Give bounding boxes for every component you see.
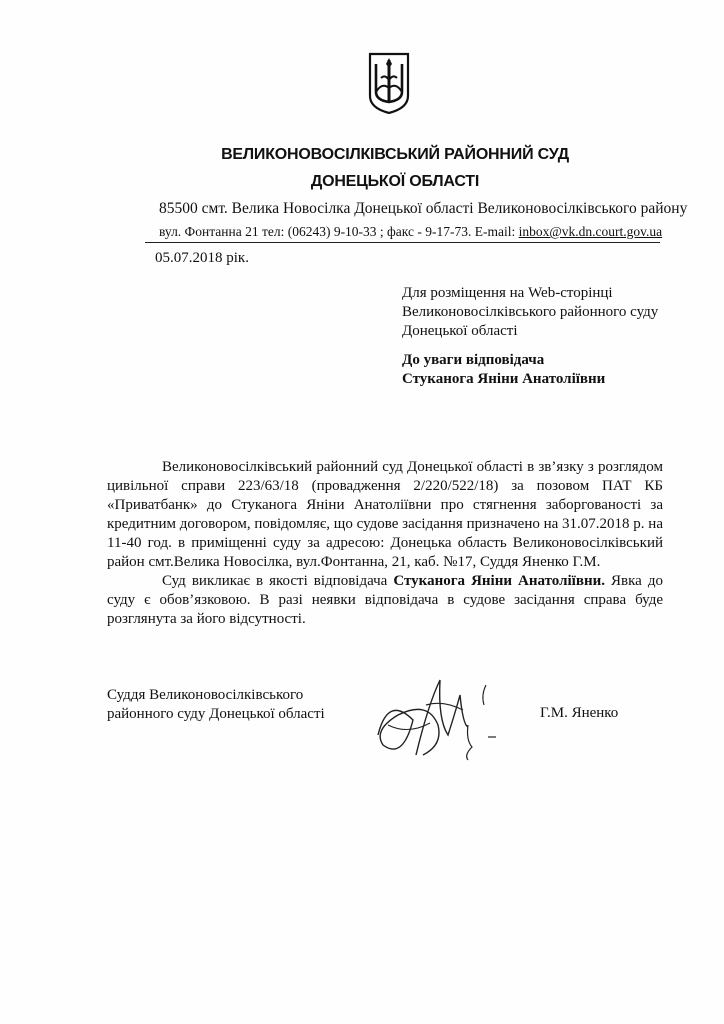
defendant-name: Стуканога Яніни Анатоліївни. <box>393 573 605 589</box>
document-date: 05.07.2018 рік. <box>155 250 249 266</box>
court-name-line1: ВЕЛИКОНОВОСІЛКІВСЬКИЙ РАЙОННИЙ СУД <box>221 146 569 163</box>
addressee-heading: До уваги відповідача <box>402 352 545 368</box>
judge-title-line: районного суду Донецької області <box>107 706 325 722</box>
handwritten-signature-icon <box>368 665 508 775</box>
placement-line: Для розміщення на Web-сторінці <box>402 285 613 301</box>
court-name-line2: ДОНЕЦЬКОЇ ОБЛАСТІ <box>310 173 480 190</box>
judge-title-line: Суддя Великоновосілківського <box>107 687 304 703</box>
placement-line: Великоновосілківського районного суду <box>402 304 659 320</box>
email-link[interactable]: inbox@vk.dn.court.gov.ua <box>518 224 663 239</box>
paragraph2-suffix: Явка до суду є обов’язковою. В разі неявки відповідача в судове засідання справа буде розглянута за його відсутності. <box>107 573 664 627</box>
placement-line: Донецької області <box>402 323 518 339</box>
addressee-block <box>402 351 605 389</box>
addressee-name: Стуканога Яніни Анатоліївни <box>402 371 606 387</box>
judge-title <box>107 686 325 724</box>
contacts-text: вул. Фонтанна 21 тел: (06243) 9-10-33 ; факс - 9-17-73. E-mail: <box>159 224 519 239</box>
court-contacts <box>159 224 662 240</box>
header-divider <box>145 242 660 243</box>
judge-name: Г.М. Яненко <box>540 705 619 721</box>
notice-paragraph-1: Великоновосілківський районний суд Донецької області в зв’язку з розглядом цивільної справи 223/63/18 (провадження 2/220/522/18) за позовом ПАТ КБ «Приватбанк» до Стуканога Яніни Анатоліївни про стягнення заборгованості за кредитним договором, повідомляє, що судове засідання призначено на 31.07.2018 р. на 11-40 год. в приміщенні суду за адресою: Донецька область Великоновосілківський район смт.Велика Новосілка, вул.Фонтанна, 21, каб. №17, Суддя Яненко Г.М. <box>107 459 663 570</box>
notice-body <box>107 458 663 629</box>
placement-note <box>402 284 658 341</box>
ukraine-trident-emblem-icon <box>368 52 410 114</box>
paragraph2-prefix: Суд викликає в якості відповідача <box>162 573 394 589</box>
notice-paragraph-2 <box>107 572 663 629</box>
court-address: 85500 смт. Велика Новосілка Донецької області Великоновосілківського району <box>159 200 688 217</box>
